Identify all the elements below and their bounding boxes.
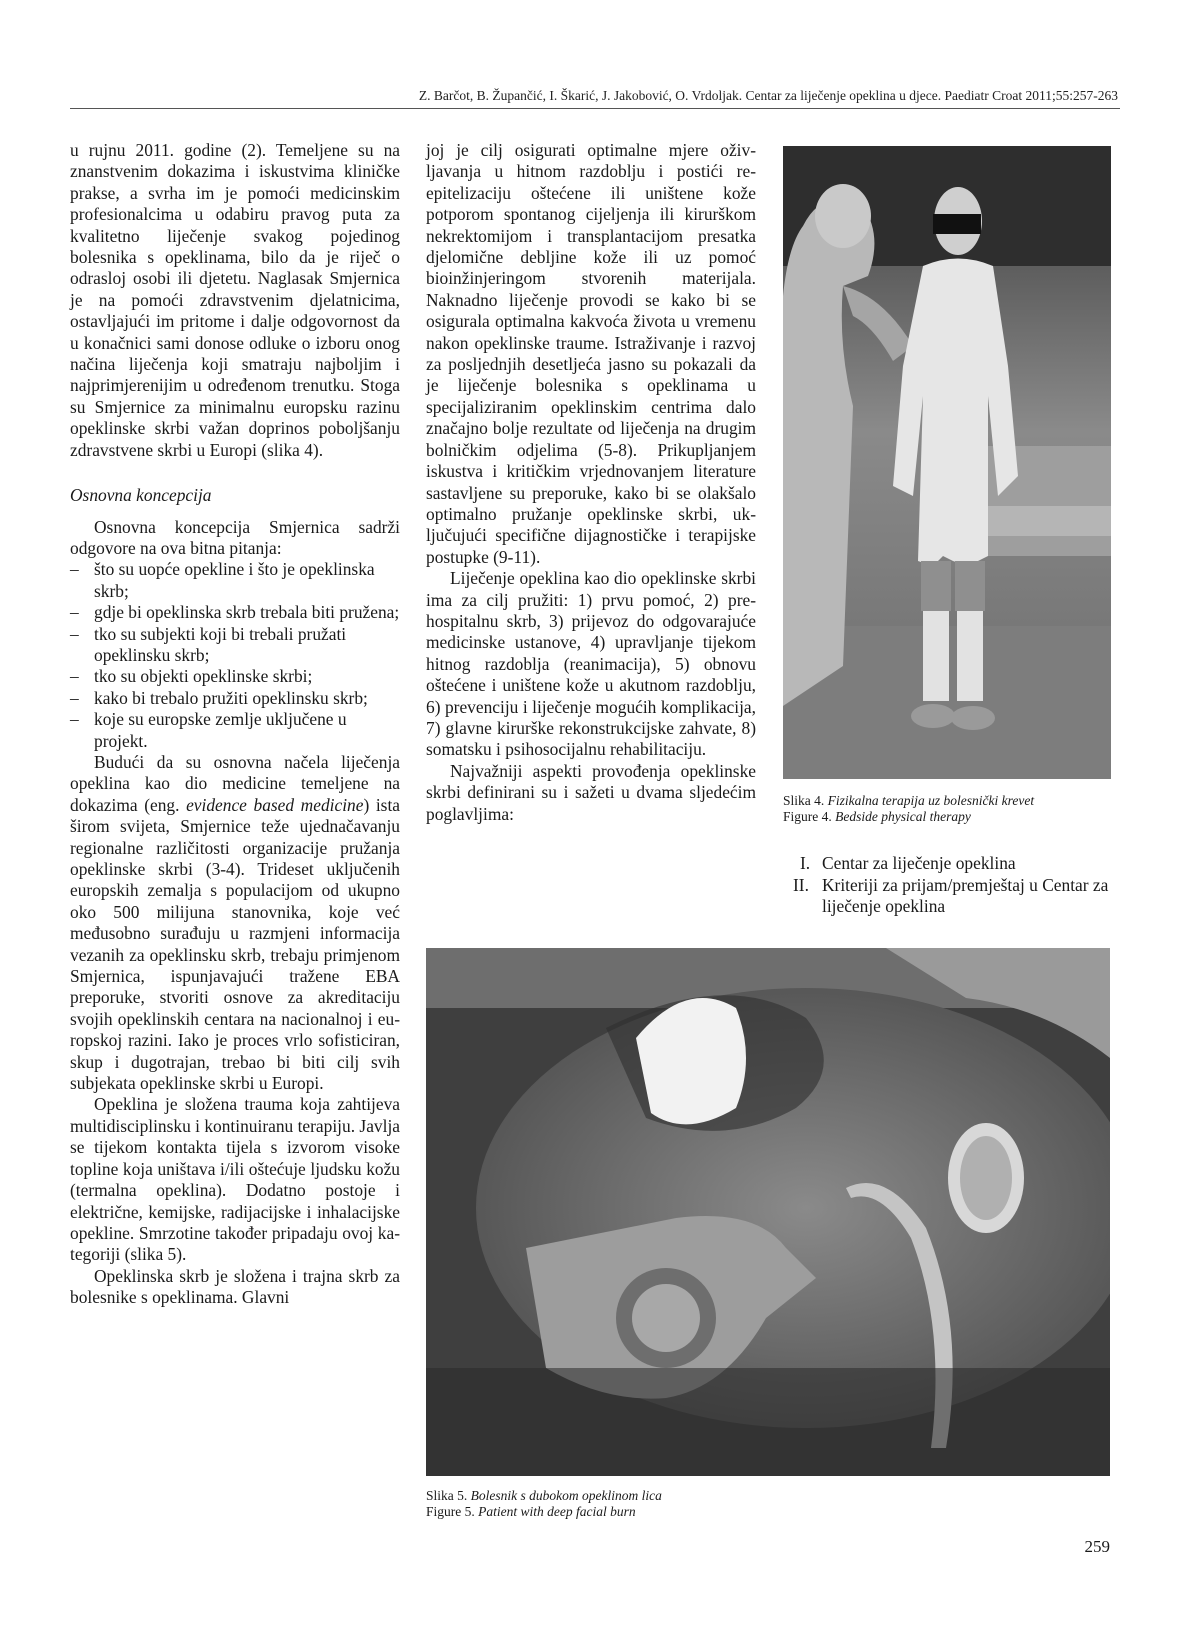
paragraph: Najvažniji aspekti provođenja opeklinske skrbi definirani su i sažeti u dvama sljedećim poglavljima: (426, 760, 756, 824)
question-list (70, 559, 400, 752)
section-title: Osnovna koncepcija (70, 485, 212, 506)
chapter-item (800, 853, 1112, 875)
chapter-text: Centar za liječenje opeklina (822, 853, 1016, 873)
figure-4-caption (783, 793, 1113, 825)
caption-label: Figure 5. (426, 1504, 479, 1519)
text-column-left (70, 140, 400, 1309)
caption-label: Slika 5. (426, 1488, 471, 1503)
paragraph: Opeklina je složena trauma koja zahtijeva multidisciplinsku i kontinuiranu terapiju. Javlja se tijekom kontakta tijela s izvorom visoke topline koja uništava i/ili oštećuje ljudsku kožu (termalna opeklina). Dodatno postoje i električne, kemijske, radijacijske i inhalacijske opekline. Smrzotine također pripadaju ovoj kategoriji (slika 5). (70, 1094, 400, 1265)
paragraph: u rujnu 2011. godine (2). Temeljene su na znanstvenim dokazima i iskustvima kliničke prakse, a svrha im je pomoći medicinskim profesionalcima u odabiru pravog puta za kvalitetno liječenje svakog pojedinog bolesnika s opeklinama, bilo da je riječ o odrasloj osobi ili djetetu. Naglasak Smjernica je na pomoći zdravstvenim djelatnicima, ostavljajući im pritome i dalje odgovornost da u konačnici sami donose odluke o izboru onog načina liječenja koji smatraju najboljim i najprimjerenijim u određenom trenutku. Stoga su Smjernice za minimalnu europsku razinu opeklinske skrbi važan doprinos poboljšanju zdravstvene skrbi u Europi (slika 4). (70, 140, 400, 460)
chapter-number: II. (793, 874, 809, 895)
list-item: – tko su objekti opeklinske skrbi; (70, 666, 400, 687)
paragraph: Osnovna koncepcija Smjernica sadrži odgovore na ova bitna pitanja: (70, 516, 400, 558)
paragraph: joj je cilj osigurati optimalne mjere oživljavanja u hitnom razdoblju i postići reepitelizaciju oštećene ili uništene kože potporom spontanog cijeljenja ili kirurškom nekrektomijom i transplantacijom presatka djelomične debljine kože ili uz pomoć bioinžinjeringom stvorenih materijala. Naknadno liječenje provodi se kako bi se osigurala optimalna kakvoća života u vremenu nakon opeklinske traume. Istraživanje i razvoj za posljednjih desetljeća jasno su pokazali da je liječenje bolesnika s opeklinama u specijaliziranim opeklinskim centrima dalo značajno bolje rezultate od liječenja na drugim bolničkim odjelima (5-8). Prikupljanjem iskustva i kritičkim vrjednovanjem literature sastavljene su preporuke, kako bi se olakšalo optimalno pružanje opeklinske skrbi, uključujući specifične dijagnostičke i terapijske postupke (9-11). (426, 140, 756, 567)
paragraph-text: Budući da su osnovna načela liječenja opeklina kao dio medicine temeljene na dokazima (eng. (70, 751, 400, 815)
caption-text: Bolesnik s dubokom opeklinom lica (470, 1488, 662, 1503)
list-item: – tko su subjekti koji bi trebali pružati opeklinsku skrb; (70, 624, 400, 667)
paragraph: Opeklinska skrb je složena i trajna skrb za bolesnike s opeklinama. Glavni (70, 1265, 400, 1308)
chapter-list (793, 853, 1112, 918)
figure-4-photo (783, 146, 1111, 779)
page-number: 259 (1084, 1537, 1110, 1556)
caption-text: Fizikalna terapija uz bolesnički krevet (827, 793, 1035, 808)
caption-label: Slika 4. (783, 793, 828, 808)
facial-burn-image (426, 948, 1110, 1476)
paragraph-text: ) ista širom svijeta, Smjernice teže ujednačavanju regionalne različitosti organizacije pružanja opeklinske skrbi (3-4). Trideset uključenih europskih zemalja s populacijom od ukupno oko 500 milijuna stanovnika, koje već međusobno surađuju u razmjeni informacija vezanih za opeklinsku skrb, trebaju primjenom Smjernica, ispunjavajući tražene EBA preporuke, stvoriti osnove za akreditaciju svojih opeklinskih centara na nacionalnoj i europskoj razini. Iako je proces vrlo sofisticiran, skup i dugotrajan, trebao bi biti cilj svih subjekata opeklinske skrbi u Europi. (70, 794, 401, 1094)
caption-en (783, 809, 1113, 825)
paragraph: Liječenje opeklina kao dio opeklinske skrbi ima za cilj pružiti: 1) prvu pomoć, 2) pre-hospitalnu skrb, 3) prijevoz do odgovarajuće medicinske ustanove, 4) upravljanje tijekom hitnog razdoblja (reanimacija), 5) obnovu oštećene i uništene kože u akutnom razdoblju, 6) prevenciju i liječenje mogućih komplikacija, 7) glavne kirurške rekonstrukcijske zahvate, 8) somatsku i psihosocijalnu rehabilitaciju. (426, 568, 756, 760)
text-column-middle (426, 140, 756, 825)
caption-label: Figure 4. (783, 809, 836, 824)
list-item: – gdje bi opeklinska skrb trebala biti pružena; (70, 602, 400, 623)
list-item: – što su uopće opekline i što je opeklinska skrb; (70, 559, 400, 602)
figure-5-caption (426, 1488, 926, 1520)
caption-text: Bedside physical therapy (835, 809, 971, 824)
running-header: Z. Barčot, B. Župančić, I. Škarić, J. Jakobović, O. Vrdoljak. Centar za liječenje opeklina u djece. Paediatr Croat 2011;55:257-263 (418, 88, 1118, 103)
italic-term: evidence based medicine (186, 794, 364, 815)
chapter-item (793, 874, 1112, 918)
caption-hr (426, 1488, 926, 1504)
chapter-number: I. (800, 853, 811, 873)
caption-en (426, 1504, 926, 1520)
bedside-therapy-image (783, 146, 1111, 779)
caption-hr (783, 793, 1113, 809)
header-rule (70, 108, 1120, 109)
figure-5-photo (426, 948, 1110, 1476)
chapter-text: Kriteriji za prijam/premještaj u Centar za liječenje opeklina (822, 874, 1109, 917)
caption-text: Patient with deep facial burn (478, 1504, 636, 1519)
list-item: – koje su europske zemlje uključene u projekt. (70, 709, 400, 752)
list-item: – kako bi trebalo pružiti opeklinsku skrb; (70, 688, 400, 709)
paragraph (70, 752, 400, 1095)
